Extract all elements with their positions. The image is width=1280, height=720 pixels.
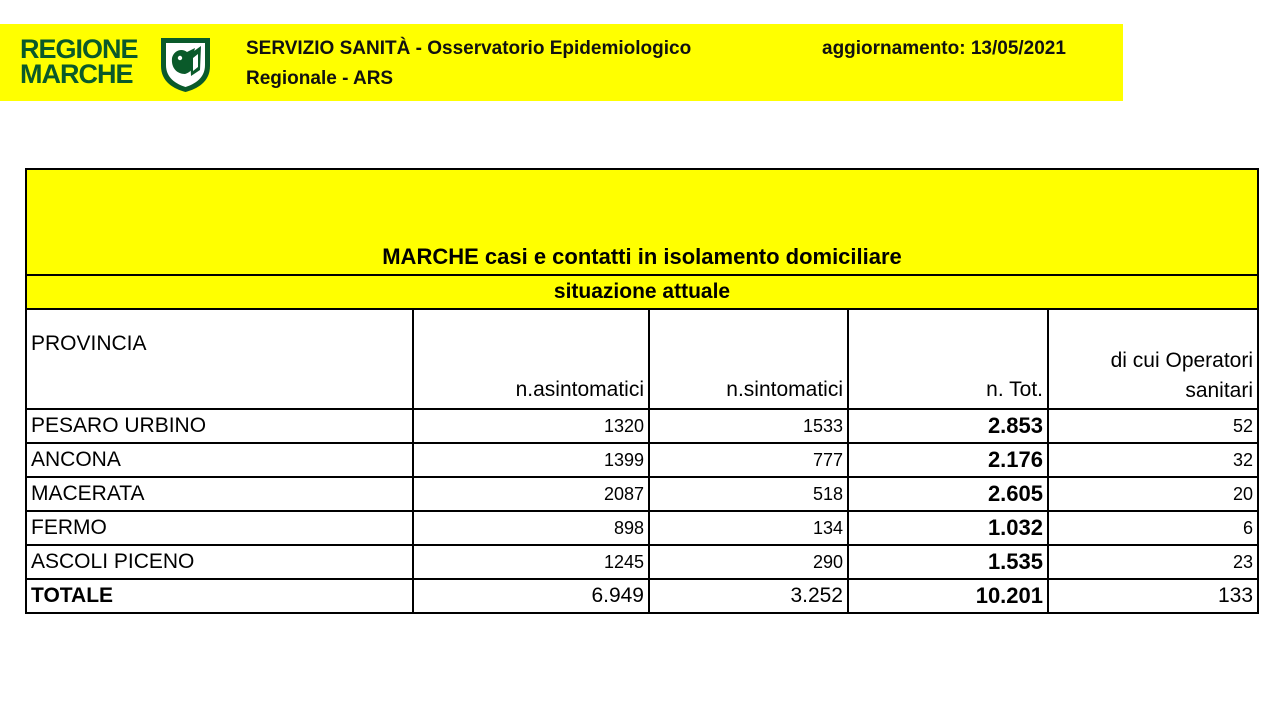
cell-sintomatici: 777 <box>649 443 848 477</box>
col-header-operatori-line-2: sanitari <box>1185 379 1254 402</box>
cell-operatori: 52 <box>1048 409 1258 443</box>
cell-tot: 2.176 <box>848 443 1048 477</box>
regione-marche-logo <box>20 34 220 94</box>
cell-total-operatori: 133 <box>1048 579 1258 613</box>
table-subtitle-row <box>26 275 1258 309</box>
cell-sintomatici: 290 <box>649 545 848 579</box>
cell-tot: 2.605 <box>848 477 1048 511</box>
cell-asintomatici: 2087 <box>413 477 649 511</box>
cell-sintomatici: 134 <box>649 511 848 545</box>
cell-operatori: 6 <box>1048 511 1258 545</box>
cell-operatori: 32 <box>1048 443 1258 477</box>
table-subtitle: situazione attuale <box>26 275 1258 309</box>
header-band <box>0 24 1123 101</box>
col-header-sintomatici: n.sintomatici <box>649 309 848 409</box>
cell-asintomatici: 898 <box>413 511 649 545</box>
table-total-row <box>26 579 1258 613</box>
cell-total-tot: 10.201 <box>848 579 1048 613</box>
cell-provincia: ASCOLI PICENO <box>26 545 413 579</box>
table-title: MARCHE casi e contatti in isolamento domiciliare <box>26 169 1258 275</box>
cell-asintomatici: 1245 <box>413 545 649 579</box>
service-title <box>246 34 806 94</box>
cell-tot: 1.535 <box>848 545 1048 579</box>
cell-total-asintomatici: 6.949 <box>413 579 649 613</box>
region-emblem-icon <box>157 34 214 93</box>
table-header-row <box>26 309 1258 409</box>
table-title-row <box>26 169 1258 275</box>
table-row <box>26 443 1258 477</box>
cell-tot: 1.032 <box>848 511 1048 545</box>
col-header-tot: n. Tot. <box>848 309 1048 409</box>
col-header-asintomatici: n.asintomatici <box>413 309 649 409</box>
table-row <box>26 511 1258 545</box>
service-title-line-1: SERVIZIO SANITÀ - Osservatorio Epidemiologico <box>246 38 692 59</box>
col-header-operatori-line-1: di cui Operatori <box>1110 349 1254 372</box>
cell-provincia: MACERATA <box>26 477 413 511</box>
service-title-line-2: Regionale - ARS <box>246 68 394 89</box>
table-row <box>26 477 1258 511</box>
logo-line-2: MARCHE <box>20 59 133 89</box>
cell-provincia: PESARO URBINO <box>26 409 413 443</box>
cell-asintomatici: 1320 <box>413 409 649 443</box>
cell-tot: 2.853 <box>848 409 1048 443</box>
update-date: aggiornamento: 13/05/2021 <box>822 38 1066 59</box>
cell-total-sintomatici: 3.252 <box>649 579 848 613</box>
cell-operatori: 20 <box>1048 477 1258 511</box>
cell-sintomatici: 1533 <box>649 409 848 443</box>
cell-provincia: ANCONA <box>26 443 413 477</box>
logo-line-1: REGIONE <box>20 34 138 64</box>
isolation-table-container <box>25 168 1257 614</box>
cell-asintomatici: 1399 <box>413 443 649 477</box>
col-header-operatori <box>1048 309 1258 409</box>
logo-text <box>20 34 138 89</box>
col-header-provincia: PROVINCIA <box>26 309 413 409</box>
cell-total-label: TOTALE <box>26 579 413 613</box>
table-row <box>26 545 1258 579</box>
table-row <box>26 409 1258 443</box>
cell-provincia: FERMO <box>26 511 413 545</box>
cell-operatori: 23 <box>1048 545 1258 579</box>
cell-sintomatici: 518 <box>649 477 848 511</box>
isolation-table <box>25 168 1259 614</box>
